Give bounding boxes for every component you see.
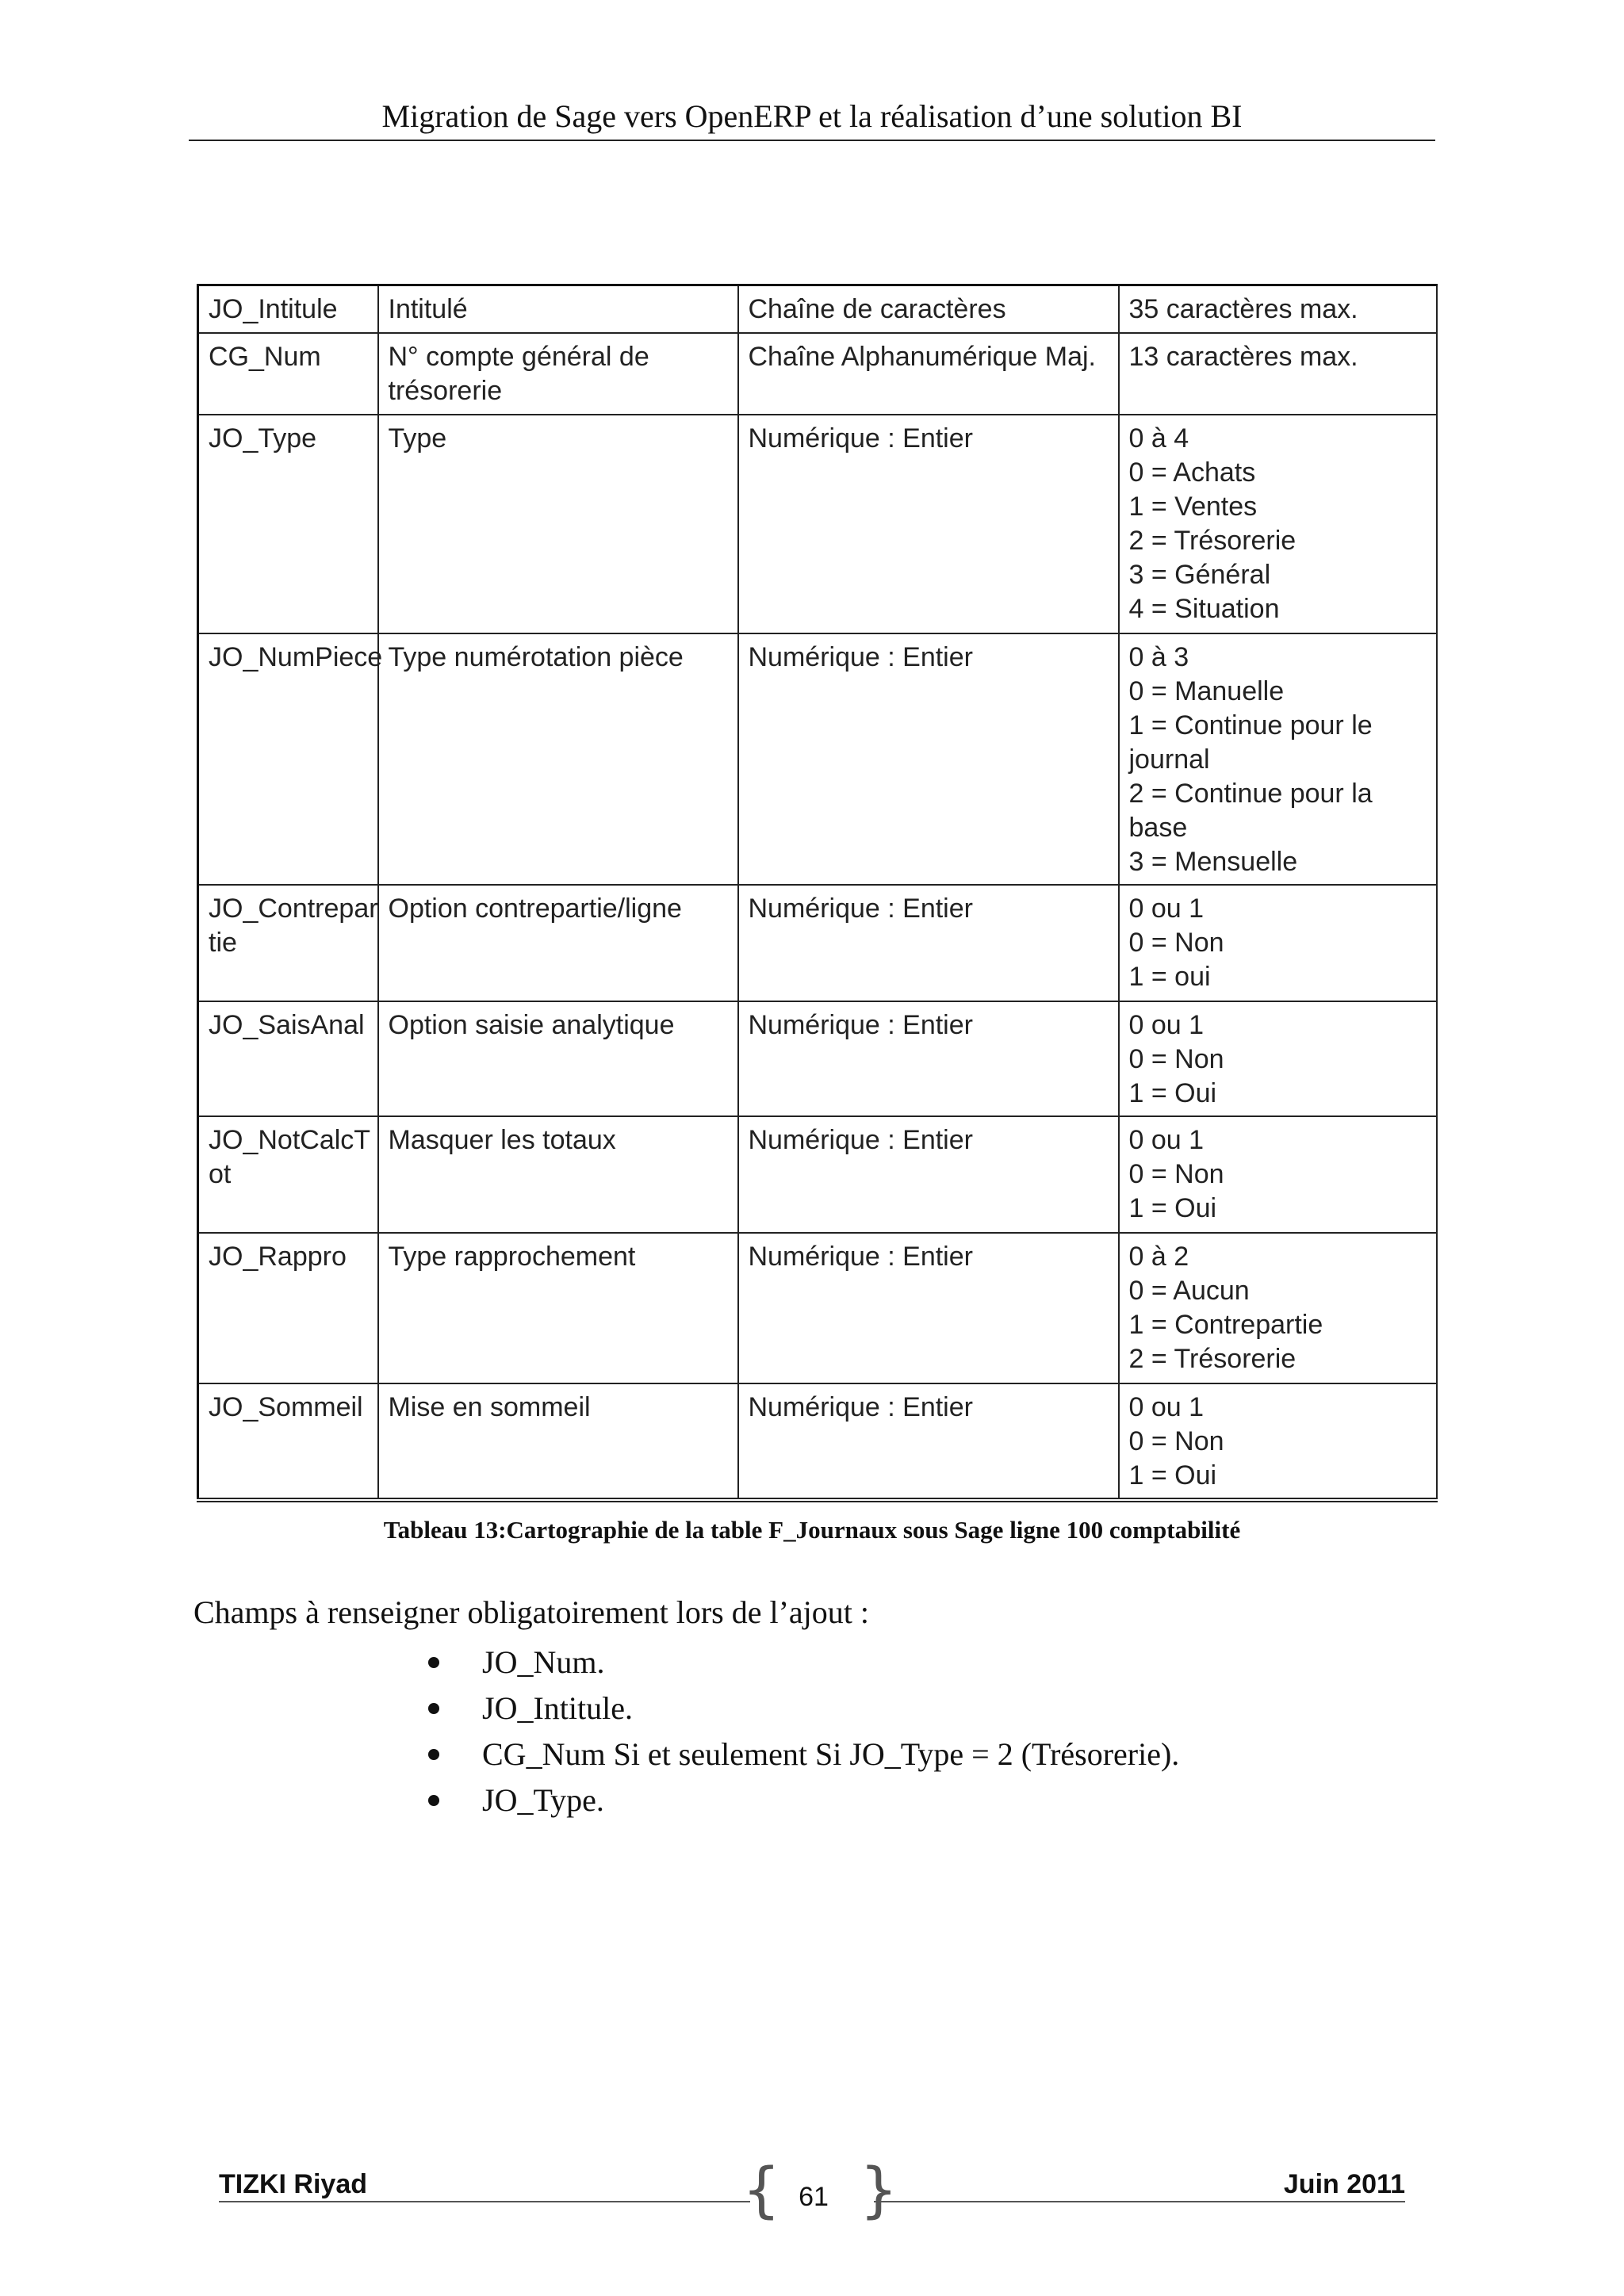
bullet-icon	[428, 1749, 439, 1760]
table-cell: 0 ou 1 0 = Non 1 = Oui	[1119, 1001, 1437, 1116]
right-brace-icon: }	[860, 2154, 898, 2225]
header-title: Migration de Sage vers OpenERP et la réalisation d’une solution BI	[381, 98, 1243, 134]
list-item-text: JO_Type.	[482, 1782, 604, 1818]
table-cell: Numérique : Entier	[738, 415, 1119, 633]
running-header	[189, 94, 1435, 141]
list-item	[412, 1640, 1179, 1686]
table-cell: JO_NotCalcT ot	[198, 1116, 378, 1233]
bullet-icon	[428, 1657, 439, 1668]
footer-author: TIZKI Riyad	[219, 2169, 368, 2199]
table-cell: 13 caractères max.	[1119, 333, 1437, 415]
bullet-icon	[428, 1703, 439, 1714]
table-cell: Numérique : Entier	[738, 1233, 1119, 1383]
table-row	[198, 1001, 1437, 1116]
fields-table	[197, 284, 1438, 1502]
table-cell: Numérique : Entier	[738, 1001, 1119, 1116]
list-item	[412, 1777, 1179, 1823]
table-row	[198, 415, 1437, 633]
required-fields-list	[412, 1640, 1179, 1823]
table-cell: 0 à 2 0 = Aucun 1 = Contrepartie 2 = Trésorerie	[1119, 1233, 1437, 1383]
table-cell: Option contrepartie/ligne	[378, 885, 738, 1001]
table-cell: Option saisie analytique	[378, 1001, 738, 1116]
table-cell: 0 ou 1 0 = Non 1 = Oui	[1119, 1116, 1437, 1233]
table-cell: Numérique : Entier	[738, 633, 1119, 885]
footer-rule	[219, 2201, 750, 2202]
footer-rule	[874, 2201, 1405, 2202]
list-item-text: JO_Intitule.	[482, 1690, 633, 1726]
list-item	[412, 1686, 1179, 1732]
table-cell: JO_SaisAnal	[198, 1001, 378, 1116]
table-cell: Type	[378, 415, 738, 633]
left-brace-icon: {	[742, 2154, 781, 2225]
table-cell: JO_Intitule	[198, 285, 378, 333]
table-cell: JO_Sommeil	[198, 1383, 378, 1500]
table-cell: Numérique : Entier	[738, 885, 1119, 1001]
table-cell: JO_Rappro	[198, 1233, 378, 1383]
footer-date: Juin 2011	[1283, 2169, 1405, 2199]
table-cell: JO_NumPiece	[198, 633, 378, 885]
table-row	[198, 1383, 1437, 1500]
table-cell: 35 caractères max.	[1119, 285, 1437, 333]
intro-text: Champs à renseigner obligatoirement lors de l’ajout :	[193, 1594, 869, 1630]
table-row	[198, 633, 1437, 885]
table-cell: Mise en sommeil	[378, 1383, 738, 1500]
bullet-icon	[428, 1795, 439, 1806]
list-item-text: CG_Num Si et seulement Si JO_Type = 2 (Trésorerie).	[482, 1736, 1180, 1772]
table-cell: 0 à 4 0 = Achats 1 = Ventes 2 = Trésorerie 3 = Général 4 = Situation	[1119, 415, 1437, 633]
table-cell: N° compte général de trésorerie	[378, 333, 738, 415]
table-row	[198, 333, 1437, 415]
table-cell: Numérique : Entier	[738, 1116, 1119, 1233]
list-item	[412, 1732, 1179, 1777]
page-footer	[219, 2156, 1405, 2228]
table-row	[198, 285, 1437, 333]
table-cell: Type numérotation pièce	[378, 633, 738, 885]
table-cell: CG_Num	[198, 333, 378, 415]
table-cell: Masquer les totaux	[378, 1116, 738, 1233]
table-cell: Numérique : Entier	[738, 1383, 1119, 1500]
table-cell: JO_Contrepar tie	[198, 885, 378, 1001]
table-cell: 0 ou 1 0 = Non 1 = oui	[1119, 885, 1437, 1001]
table-cell: Chaîne de caractères	[738, 285, 1119, 333]
table-cell: JO_Type	[198, 415, 378, 633]
table-cell: Chaîne Alphanumérique Maj.	[738, 333, 1119, 415]
table-caption: Tableau 13:Cartographie de la table F_Journaux sous Sage ligne 100 comptabilité	[383, 1516, 1241, 1544]
list-item-text: JO_Num.	[482, 1644, 605, 1680]
table-row	[198, 1116, 1437, 1233]
page-number: 61	[799, 2182, 829, 2212]
table-cell: 0 ou 1 0 = Non 1 = Oui	[1119, 1383, 1437, 1500]
table-cell: Intitulé	[378, 285, 738, 333]
table-cell: 0 à 3 0 = Manuelle 1 = Continue pour le journal 2 = Continue pour la base 3 = Mensuelle	[1119, 633, 1437, 885]
table-row	[198, 1233, 1437, 1383]
table-cell: Type rapprochement	[378, 1233, 738, 1383]
table-row	[198, 885, 1437, 1001]
